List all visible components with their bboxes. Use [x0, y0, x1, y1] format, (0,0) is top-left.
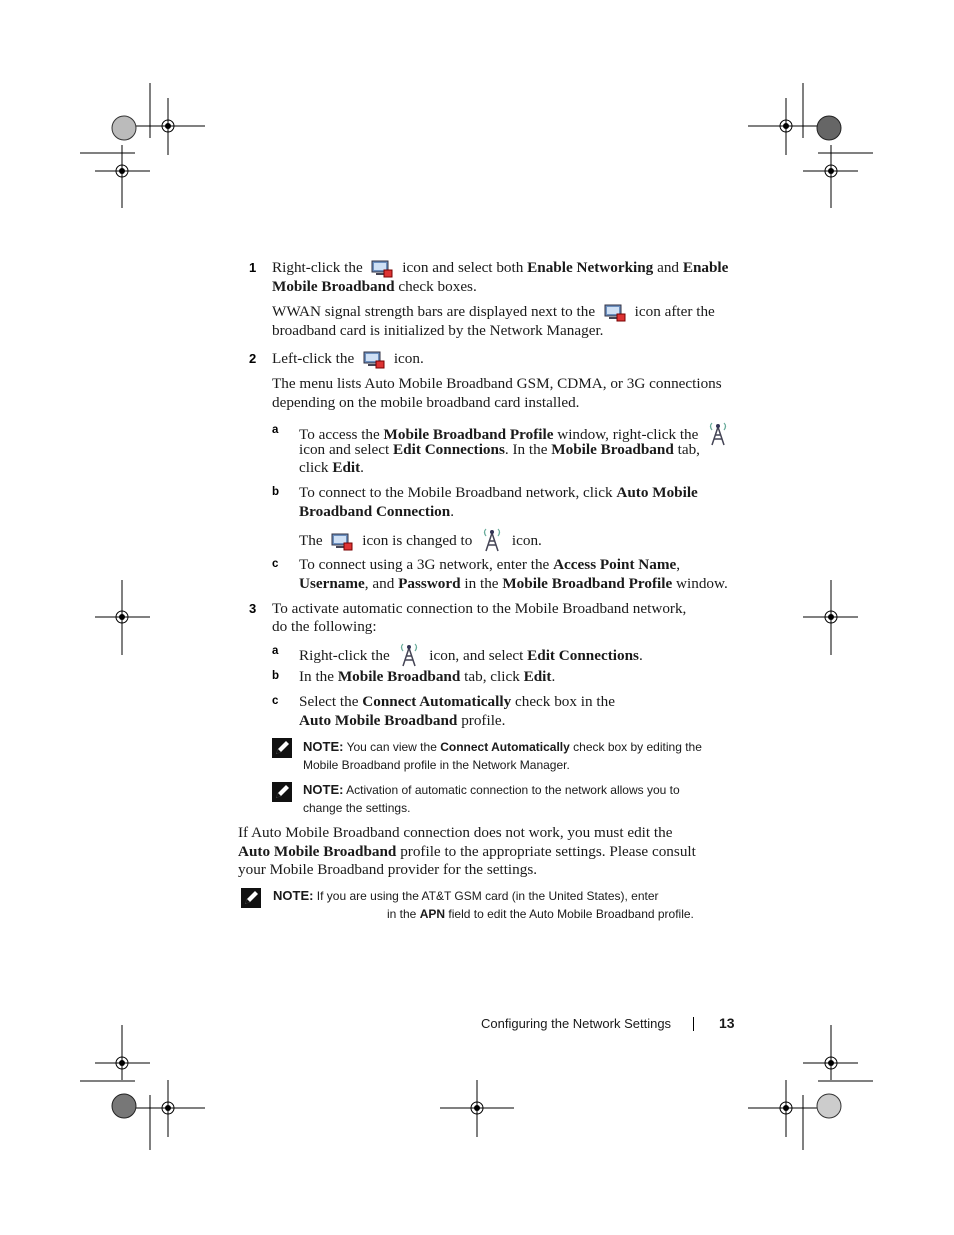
text: icon and select [299, 441, 390, 458]
text: click [299, 459, 329, 476]
text: change the settings. [303, 801, 411, 815]
text: check box in the [514, 693, 615, 710]
text: . [450, 503, 455, 520]
page-number: 13 [719, 1015, 735, 1031]
text: . [638, 647, 643, 664]
step-number-2: 2 [249, 351, 257, 366]
crop-mark-br [748, 1025, 873, 1150]
ui-username: Username [299, 575, 365, 592]
ui-auto-mobile-broadband: Auto Mobile Broadband [299, 712, 458, 729]
ui-mobile-broadband-profile: Mobile Broadband Profile [502, 575, 673, 592]
text: The [299, 532, 323, 549]
text: . [360, 459, 364, 476]
text: Right-click the [272, 259, 363, 276]
text: Select the [299, 693, 359, 710]
text: window, right-click the [557, 426, 699, 443]
ui-connect-automatically: Connect Automatically [362, 693, 512, 710]
text: icon and select both [402, 259, 524, 276]
step-number-3: 3 [249, 601, 257, 616]
crop-mark-bl [80, 1025, 205, 1150]
ui-edit: Edit [332, 459, 361, 476]
substep-3c-line-2 [299, 711, 505, 730]
option-mobile-broadband: Mobile Broadband [272, 278, 395, 295]
option-enable-networking: Enable Networking [527, 259, 654, 276]
text: If you are using the AT&T GSM card (in the United States), enter [316, 889, 659, 903]
substep-letter-3c: c [272, 695, 279, 707]
substep-2c-line-1 [299, 555, 680, 574]
ui-edit: Edit [523, 668, 552, 685]
text: icon. [511, 532, 542, 549]
crop-mark-mr [803, 580, 858, 655]
step-2-para-line-1: The menu lists Auto Mobile Broadband GSM, CDMA, or 3G connections [272, 375, 722, 392]
note-icon [272, 738, 292, 763]
text: field to edit the Auto Mobile Broadband profile. [448, 907, 694, 921]
step-1-para-line-2: broadband card is initialized by the Network Manager. [272, 322, 604, 339]
crop-mark-bc [440, 1080, 514, 1137]
text: tab, [677, 441, 700, 458]
step-2-line [272, 349, 424, 374]
text: in the [464, 575, 499, 592]
text: Activation of automatic connection to the network allows you to [346, 783, 680, 797]
ui-edit-connections: Edit Connections [393, 441, 505, 458]
text: tab, click [464, 668, 520, 685]
step-number-1: 1 [249, 260, 257, 275]
ui-mobile-broadband-tab: Mobile Broadband [337, 668, 461, 685]
crop-mark-ml [95, 580, 150, 655]
text: check boxes. [398, 278, 477, 295]
substep-2b-line-2 [299, 502, 454, 521]
ui-auto-mobile: Auto Mobile [616, 484, 698, 501]
network-manager-icon [331, 531, 353, 556]
crop-mark-tr [748, 83, 873, 208]
text: and [657, 259, 680, 276]
step-1-line-2 [272, 277, 477, 296]
antenna-icon [481, 527, 503, 558]
step-3-line-2: do the following: [272, 618, 377, 635]
network-manager-icon [604, 302, 626, 327]
text: icon is changed to [362, 532, 473, 549]
substep-2a-line-3 [299, 458, 364, 477]
paragraph-line-1: If Auto Mobile Broadband connection does not work, you must edit the [238, 824, 673, 841]
text: check box by editing the [573, 740, 702, 754]
ui-access-point-name: Access Point Name [553, 556, 677, 573]
text: profile to the appropriate settings. Please consult [400, 843, 696, 860]
paragraph-line-2 [238, 842, 696, 861]
substep-letter-3a: a [272, 645, 279, 657]
text: Left-click the [272, 350, 355, 367]
step-2-para-line-2: depending on the mobile broadband card installed. [272, 394, 580, 411]
crop-mark-tl [80, 83, 205, 208]
ui-connect-automatically: Connect Automatically [440, 740, 570, 754]
ui-password: Password [398, 575, 461, 592]
ui-edit-connections: Edit Connections [527, 647, 639, 664]
text: You can view the [346, 740, 437, 754]
text: Mobile Broadband profile in the Network Manager. [303, 758, 570, 772]
text: To connect using a 3G network, enter the [299, 556, 550, 573]
substep-2b-para [299, 527, 542, 558]
text: , and [364, 575, 395, 592]
substep-2a-line-2 [299, 440, 700, 459]
network-manager-icon [363, 349, 385, 374]
footer-divider [693, 1017, 694, 1031]
antenna-icon [707, 421, 729, 452]
note-3-line-2 [387, 905, 694, 923]
substep-2b-line-1 [299, 483, 698, 502]
substep-3c-line-1 [299, 692, 615, 711]
ui-mobile-broadband-tab: Mobile Broadband [551, 441, 674, 458]
substep-letter-2b: b [272, 486, 280, 498]
text: profile. [461, 712, 506, 729]
ui-apn: APN [419, 907, 446, 921]
substep-letter-2c: c [272, 558, 279, 570]
ui-auto-mobile-broadband: Auto Mobile Broadband [238, 843, 397, 860]
note-label: NOTE: [303, 739, 344, 754]
note-label: NOTE: [303, 782, 344, 797]
step-3-line-1: To activate automatic connection to the Mobile Broadband network, [272, 600, 687, 617]
text: WWAN signal strength bars are displayed next to the [272, 303, 596, 320]
ui-mobile-broadband-profile: Mobile Broadband Profile [383, 426, 554, 443]
text: icon, and select [429, 647, 524, 664]
text: icon after the [634, 303, 715, 320]
ui-broadband-connection: Broadband Connection [299, 503, 451, 520]
text: To access the [299, 426, 380, 443]
note-label: NOTE: [273, 888, 314, 903]
substep-letter-3b: b [272, 670, 280, 682]
text: icon. [393, 350, 424, 367]
footer-section-title: Configuring the Network Settings [481, 1016, 672, 1031]
text: Right-click the [299, 647, 390, 664]
note-3-line-1 [273, 887, 659, 905]
text: In the [299, 668, 335, 685]
text: , [676, 556, 681, 573]
text: in the [387, 907, 417, 921]
substep-letter-2a: a [272, 424, 279, 436]
paragraph-line-3: your Mobile Broadband provider for the settings. [238, 861, 538, 878]
text: . In the [504, 441, 548, 458]
text: To connect to the Mobile Broadband network, click [299, 484, 613, 501]
note-2 [303, 781, 743, 817]
text: . [551, 668, 556, 685]
note-icon [241, 888, 261, 913]
option-enable: Enable [682, 259, 729, 276]
substep-3b-line [299, 667, 555, 686]
note-icon [272, 782, 292, 807]
substep-2c-line-2 [299, 574, 728, 593]
note-1 [303, 738, 743, 774]
text: window. [676, 575, 728, 592]
